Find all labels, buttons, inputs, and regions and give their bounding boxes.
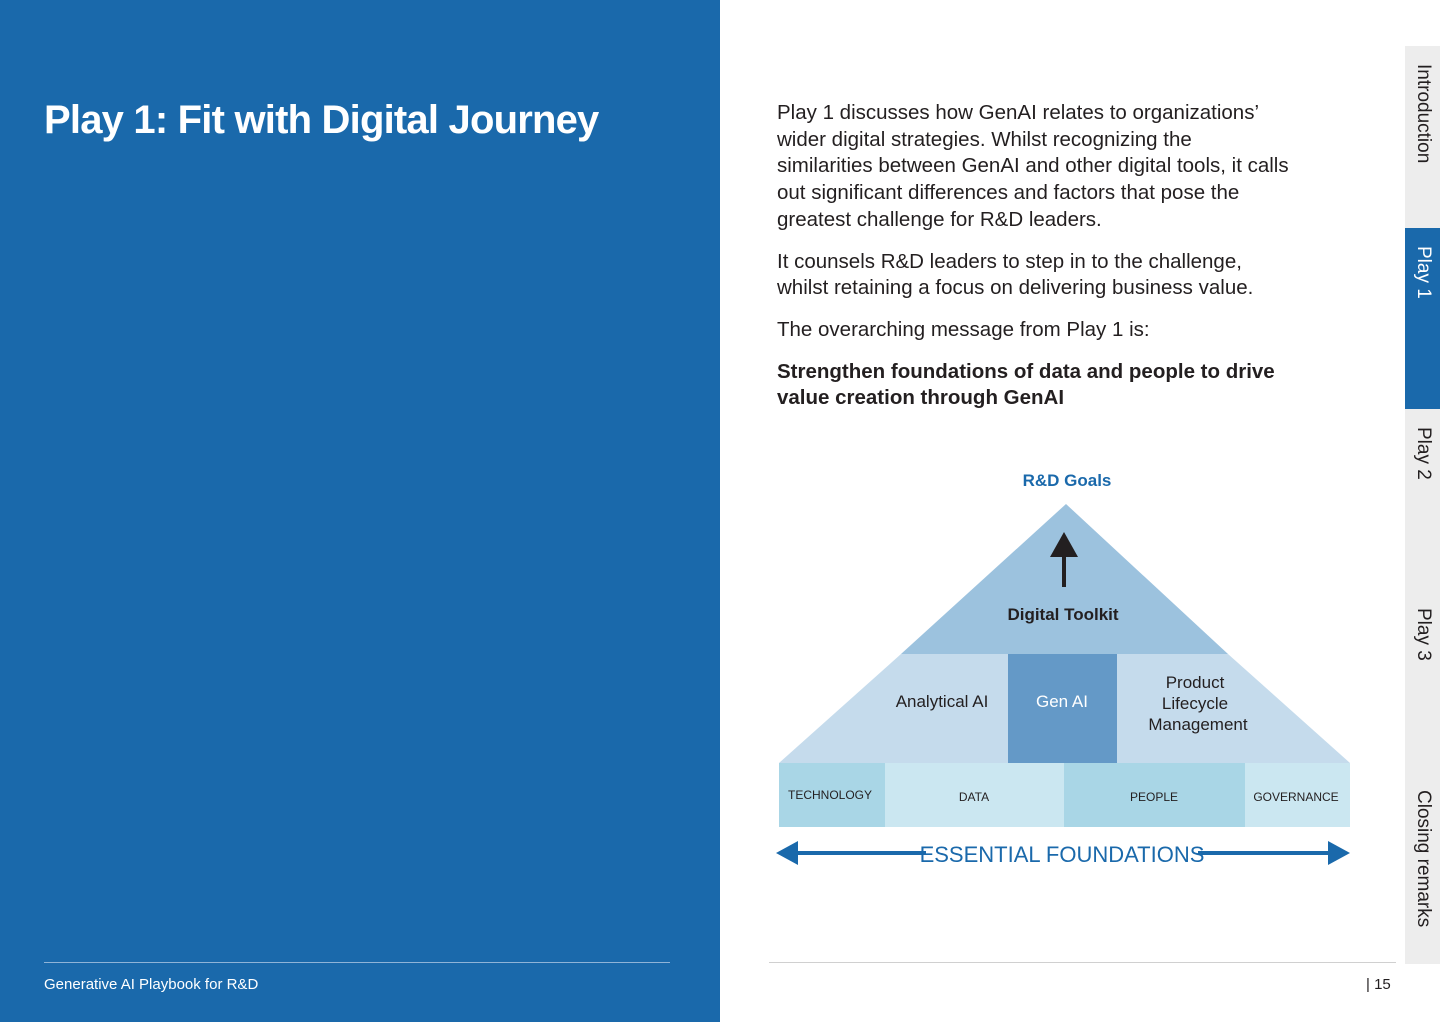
plm-label-line-2: Lifecycle bbox=[1161, 694, 1229, 713]
pyramid-diagram bbox=[770, 460, 1360, 880]
plm-label-line-1: Product bbox=[1165, 673, 1225, 692]
key-message: Strengthen foundations of data and people to drive value creation through GenAI bbox=[777, 359, 1275, 410]
tab-introduction[interactable] bbox=[1405, 46, 1440, 228]
tab-label: Play 1 bbox=[1413, 246, 1434, 299]
intro-text bbox=[777, 100, 1292, 427]
tab-play-3[interactable] bbox=[1405, 590, 1440, 772]
tab-label: Introduction bbox=[1413, 64, 1434, 164]
footer-divider-right bbox=[769, 962, 1396, 963]
tab-play-1[interactable] bbox=[1405, 228, 1440, 409]
page-number: | 15 bbox=[1366, 976, 1391, 993]
footer-document-title: Generative AI Playbook for R&D bbox=[44, 976, 259, 993]
tab-closing-remarks[interactable] bbox=[1405, 772, 1440, 964]
plm-label-line-3: Management bbox=[1148, 715, 1248, 734]
tab-label: Play 3 bbox=[1413, 608, 1434, 661]
paragraph: Play 1 discusses how GenAI relates to organizations’ wider digital strategies. Whilst recognizing the similarities between GenAI and other digital tools, it calls out significant differences and factors that pose the greatest challenge for R&D leaders. bbox=[777, 101, 1289, 231]
footer-divider bbox=[44, 962, 670, 963]
foundation-people-label: PEOPLE bbox=[1129, 790, 1179, 804]
foundation-technology-label: TECHNOLOGY bbox=[787, 788, 873, 802]
foundation-governance-label: GOVERNANCE bbox=[1253, 790, 1339, 804]
tab-label: Closing remarks bbox=[1413, 790, 1434, 928]
digital-toolkit-label: Digital Toolkit bbox=[1007, 605, 1119, 624]
paragraph: The overarching message from Play 1 is: bbox=[777, 317, 1150, 341]
tab-play-2[interactable] bbox=[1405, 409, 1440, 590]
tab-label: Play 2 bbox=[1413, 427, 1434, 480]
section-tabs bbox=[1405, 46, 1440, 964]
page-title: Play 1: Fit with Digital Journey bbox=[44, 98, 599, 142]
foundation-data-label: DATA bbox=[958, 790, 990, 804]
rd-goals-label: R&D Goals bbox=[1022, 471, 1112, 490]
analytical-ai-label: Analytical AI bbox=[895, 692, 989, 711]
gen-ai-label: Gen AI bbox=[1036, 692, 1088, 711]
essential-foundations-label: ESSENTIAL FOUNDATIONS bbox=[919, 842, 1205, 867]
paragraph: It counsels R&D leaders to step in to the challenge, whilst retaining a focus on delivering business value. bbox=[777, 249, 1254, 300]
